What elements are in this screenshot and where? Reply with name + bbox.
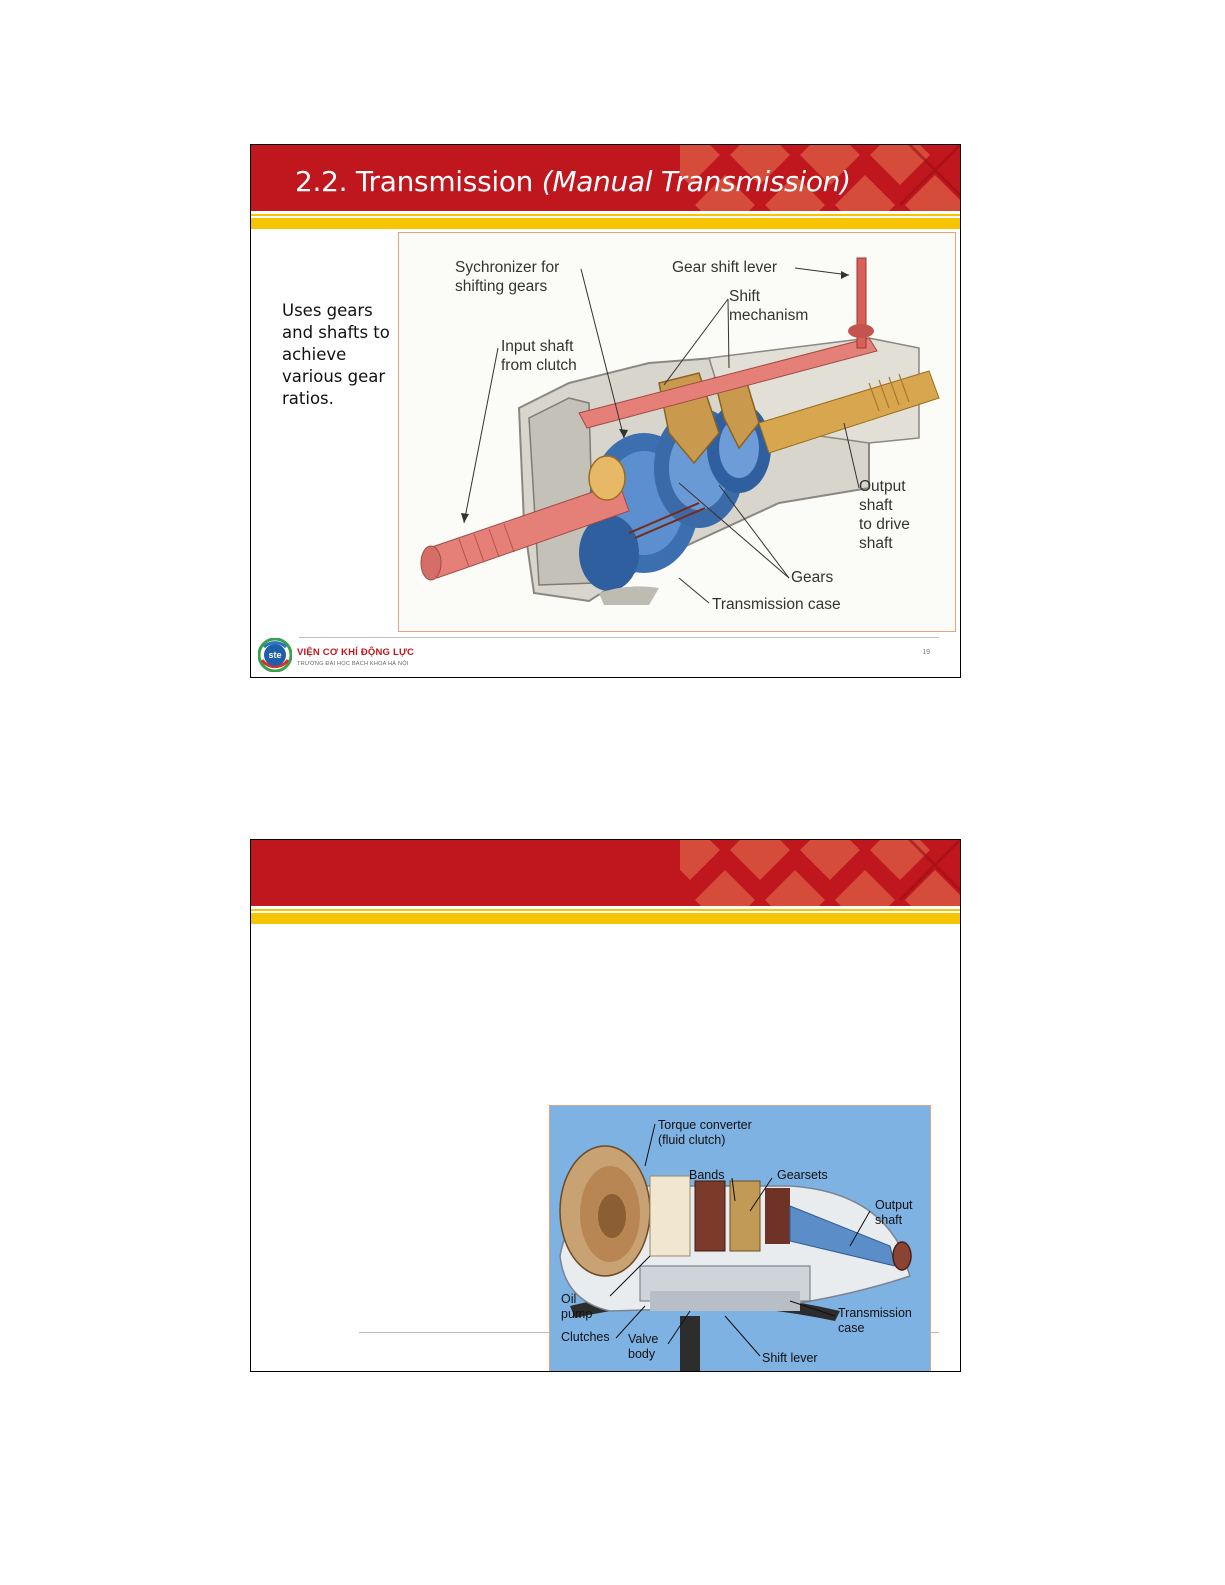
- footer-divider: [299, 637, 939, 638]
- institute-logo: [258, 638, 292, 672]
- manual-transmission-figure: [398, 232, 956, 632]
- accent-bar: [251, 218, 960, 229]
- label-valve-body: Valve body: [628, 1332, 659, 1362]
- label-output-shaft: Output shaft to drive shaft: [859, 478, 910, 552]
- label-bands: Bands: [689, 1168, 725, 1182]
- title-bar: [251, 145, 960, 211]
- label-transmission-case: Transmission case: [712, 596, 841, 613]
- university-name: TRƯỜNG ĐẠI HỌC BÁCH KHOA HÀ NỘI: [297, 661, 409, 667]
- accent-bar: [251, 913, 960, 924]
- accent-line: [251, 214, 960, 216]
- slide-automatic-transmission: [250, 839, 961, 1372]
- logo-text: ste: [268, 650, 282, 660]
- label-shift-mechanism: Shift mechanism: [729, 288, 809, 324]
- label-input-shaft: Input shaft from clutch: [501, 338, 577, 374]
- label-gearsets: Gearsets: [777, 1168, 828, 1182]
- title-bar: [251, 840, 960, 906]
- body-text: Uses gears and shafts to achieve various gear ratios.: [282, 301, 390, 408]
- accent-line: [251, 909, 960, 911]
- label-synchronizer: Sychronizer for shifting gears: [455, 259, 560, 295]
- label-clutches: Clutches: [561, 1330, 610, 1344]
- slide-title: [295, 165, 851, 198]
- slide-manual-transmission: [250, 144, 961, 678]
- label-output-shaft: Output shaft: [875, 1198, 913, 1228]
- title-text: 2.2. Transmission: [295, 165, 542, 198]
- title-italic-text: (Manual Transmission): [541, 165, 851, 198]
- institute-name: VIỆN CƠ KHÍ ĐỘNG LỰC: [297, 647, 415, 658]
- label-gear-shift-lever: Gear shift lever: [672, 259, 778, 276]
- label-oil-pump: Oil pump: [561, 1292, 593, 1322]
- label-shift-lever: Shift lever: [762, 1351, 818, 1365]
- automatic-transmission-figure: [549, 1105, 931, 1372]
- diamond-pattern-decoration: [680, 840, 960, 906]
- label-gears: Gears: [791, 569, 834, 586]
- label-transmission-case: Transmission case: [838, 1306, 912, 1336]
- label-torque-converter: Torque converter (fluid clutch): [658, 1118, 752, 1148]
- page-number: 19: [922, 649, 930, 656]
